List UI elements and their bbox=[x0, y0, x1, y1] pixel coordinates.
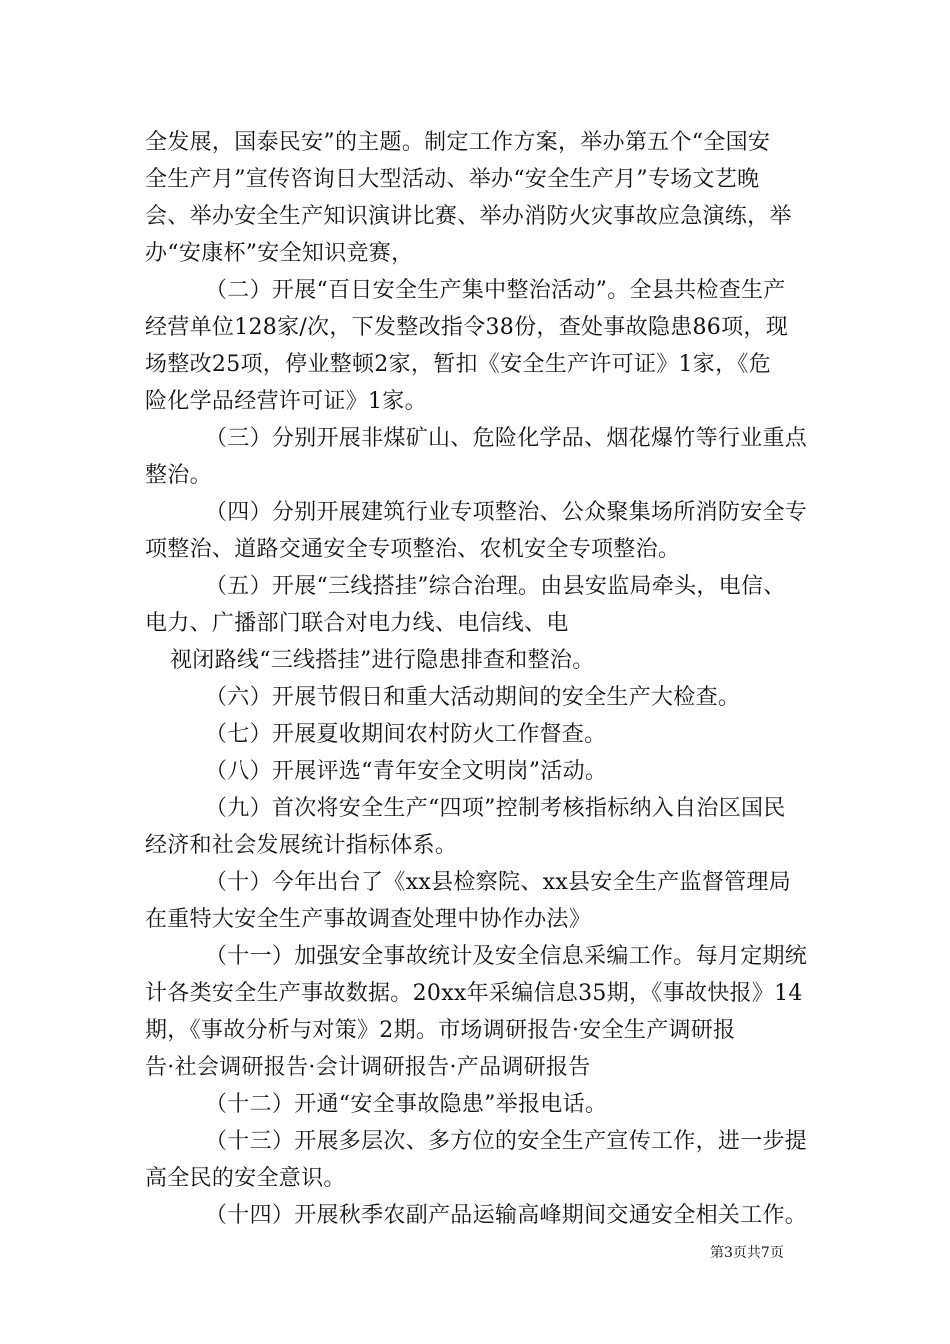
page-number-footer: 第3页共7页 bbox=[710, 1245, 784, 1261]
text-line: 高全民的安全意识。 bbox=[145, 1166, 346, 1191]
text-line: 在重特大安全生产事故调查处理中协作办法》 bbox=[145, 907, 592, 932]
paragraph-8: （八）开展评选“青年安全文明岗”活动。 bbox=[205, 759, 608, 784]
text-line: 全发展，国泰民安”的主题。制定工作方案，举办第五个“全国安 bbox=[145, 130, 771, 155]
text-line: 整治。 bbox=[145, 463, 212, 488]
text-line: 经营单位128家/次，下发整改指令38份，查处事故隐患86项，现 bbox=[145, 315, 788, 340]
text-line: 计各类安全生产事故数据。20xx年采编信息35期，《事故快报》14 bbox=[145, 981, 803, 1006]
text-line: 经济和社会发展统计指标体系。 bbox=[145, 833, 458, 858]
text-line: 险化学品经营许可证》1家。 bbox=[145, 389, 427, 414]
paragraph-11-start: （十一）加强安全事故统计及安全信息采编工作。每月定期统 bbox=[205, 944, 808, 969]
paragraph-5-start: （五）开展“三线搭挂”综合治理。由县安监局牵头，电信、 bbox=[205, 574, 786, 599]
paragraph-6: （六）开展节假日和重大活动期间的安全生产大检查。 bbox=[205, 685, 741, 710]
text-line-offset: 视闭路线“三线搭挂”进行隐患排查和整治。 bbox=[170, 648, 595, 673]
paragraph-9-start: （九）首次将安全生产“四项”控制考核指标纳入自治区国民 bbox=[205, 796, 786, 821]
text-line: 场整改25项，停业整顿2家，暂扣《安全生产许可证》1家，《危 bbox=[145, 352, 771, 377]
text-line: 项整治、道路交通安全专项整治、农机安全专项整治。 bbox=[145, 537, 681, 562]
text-line: 期，《事故分析与对策》2期。市场调研报告·安全生产调研报 bbox=[145, 1018, 736, 1043]
paragraph-12: （十二）开通“安全事故隐患”举报电话。 bbox=[205, 1092, 608, 1117]
paragraph-3-start: （三）分别开展非煤矿山、危险化学品、烟花爆竹等行业重点 bbox=[205, 426, 808, 451]
text-line: 会、举办安全生产知识演讲比赛、举办消防火灾事故应急演练，举 bbox=[145, 204, 792, 229]
paragraph-13-start: （十三）开展多层次、多方位的安全生产宣传工作，进一步提 bbox=[205, 1129, 808, 1154]
paragraph-4-start: （四）分别开展建筑行业专项整治、公众聚集场所消防安全专 bbox=[205, 500, 808, 525]
text-line: 全生产月”宣传咨询日大型活动、举办“安全生产月”专场文艺晚 bbox=[145, 167, 760, 192]
text-line: 电力、广播部门联合对电力线、电信线、电 bbox=[145, 611, 569, 636]
text-line: 告·社会调研报告·会计调研报告·产品调研报告 bbox=[145, 1055, 591, 1080]
paragraph-14: （十四）开展秋季农副产品运输高峰期间交通安全相关工作。 bbox=[205, 1203, 808, 1228]
text-line: 办“安康杯”安全知识竞赛， bbox=[145, 241, 414, 266]
paragraph-7: （七）开展夏收期间农村防火工作督查。 bbox=[205, 722, 607, 747]
paragraph-2-start: （二）开展“百日安全生产集中整治活动”。全县共检查生产 bbox=[205, 278, 786, 303]
paragraph-10-start: （十）今年出台了《xx县检察院、xx县安全生产监督管理局 bbox=[205, 870, 792, 895]
